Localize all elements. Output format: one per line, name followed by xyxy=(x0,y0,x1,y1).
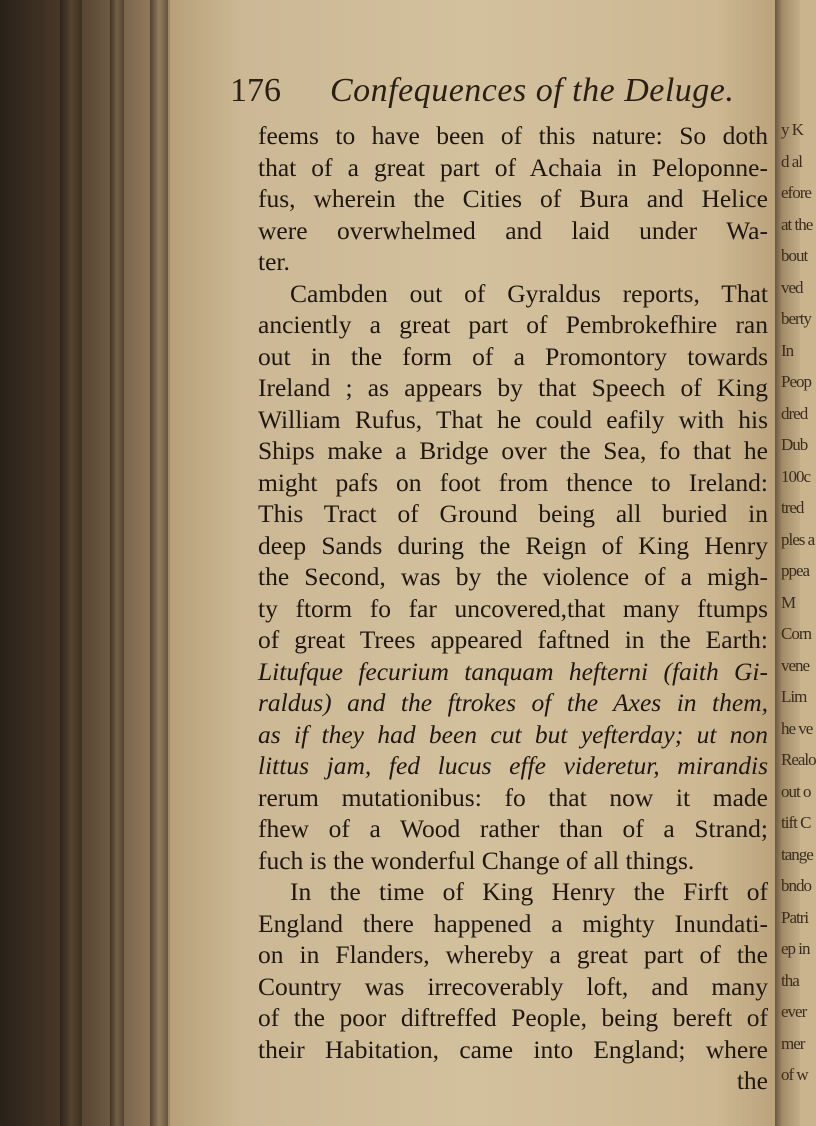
next-page-fragment: ples a xyxy=(781,529,815,549)
next-page-fragment: In xyxy=(781,340,794,360)
text-line: Cambden out of Gyraldus reports, That xyxy=(290,278,768,308)
next-page-fragment: ever xyxy=(781,1002,807,1021)
text-line: on in Flanders, whereby a great part of the xyxy=(258,940,768,969)
text-line: out in the form of a Promontory towards xyxy=(258,341,768,371)
next-page-fragment: tift C xyxy=(781,813,811,832)
text-line: of great Trees appeared faftned in the Earth: xyxy=(258,625,768,654)
text-line: Litufque fecurium tanquam hefterni (faith Gi- xyxy=(258,656,768,686)
text-line: In the time of King Henry the Firft of xyxy=(290,877,768,906)
text-line: of the poor diftreffed People, being bereft of xyxy=(258,1003,768,1032)
next-page-fragment: tred xyxy=(781,498,804,517)
next-page-fragment: bout xyxy=(781,246,808,265)
running-head: Confequences of the Deluge. xyxy=(330,72,735,109)
next-page-fragment: at the xyxy=(781,214,813,234)
next-page-fragment: ved xyxy=(781,277,803,297)
text-line: Ireland ; as appears by that Speech of King xyxy=(258,373,768,402)
text-line: ty ftorm fo far uncovered,that many ftumps xyxy=(258,593,768,623)
next-page-fragment: Patri xyxy=(781,907,809,927)
next-page-fragment: ep in xyxy=(781,939,810,958)
next-page-edge xyxy=(775,0,816,1126)
text-line: fus, wherein the Cities of Bura and Helice xyxy=(258,184,768,213)
next-page-fragment: out o xyxy=(781,781,811,801)
next-page-fragment: M xyxy=(781,592,796,612)
text-line: as if they had been cut but yefterday; ut non xyxy=(258,719,768,749)
next-page-fragment: vene xyxy=(781,655,810,675)
next-page-fragment: y K xyxy=(781,120,804,139)
text-line: This Tract of Ground being all buried in xyxy=(258,499,768,528)
text-line: Ships make a Bridge over the Sea, fo that he xyxy=(258,436,768,465)
next-page-fragment: bndo xyxy=(781,876,811,895)
next-page-fragment: berty xyxy=(781,309,811,328)
next-page-fragment: Peop xyxy=(781,372,811,391)
next-page-fragment: d al xyxy=(781,151,803,171)
text-line: that of a great part of Achaia in Peloponne- xyxy=(258,152,768,182)
next-page-fragment: he ve xyxy=(781,718,813,738)
page-header xyxy=(230,72,760,112)
text-line: feems to have been of this nature: So doth xyxy=(258,121,768,150)
text-line: raldus) and the ftrokes of the Axes in them, xyxy=(258,688,768,717)
text-line: rerum mutationibus: fo that now it made xyxy=(258,782,768,812)
text-line: Country was irrecoverably loft, and many xyxy=(258,971,768,1001)
text-line: fuch is the wonderful Change of all things. xyxy=(258,845,695,875)
text-line: ter. xyxy=(258,247,290,276)
text-line: their Habitation, came into England; where xyxy=(258,1034,768,1064)
text-line: littus jam, fed lucus effe videretur, mirandis xyxy=(258,751,768,780)
next-page-fragment: Lim xyxy=(781,687,807,706)
catchword: the xyxy=(736,1066,768,1095)
text-line: deep Sands during the Reign of King Henry xyxy=(258,530,768,560)
binding-shadow xyxy=(60,0,82,1126)
next-page-fragment: tange xyxy=(781,844,813,864)
next-page-fragment: mer xyxy=(781,1033,805,1053)
next-page-fragment: efore xyxy=(781,183,811,202)
text-line: were overwhelmed and laid under Wa- xyxy=(258,215,768,245)
body-text xyxy=(258,120,768,1097)
next-page-fragment: 100c xyxy=(781,466,811,486)
next-page-fragment: of w xyxy=(781,1065,808,1084)
next-page-fragment: Corn xyxy=(781,624,811,643)
page-number: 176 xyxy=(230,72,281,109)
text-line: fhew of a Wood rather than of a Strand; xyxy=(258,814,768,843)
next-page-fragment: dred xyxy=(781,403,808,423)
text-line: England there happened a mighty Inundati- xyxy=(258,908,768,938)
text-line: might pafs on foot from thence to Ireland: xyxy=(258,467,768,497)
binding-shadow xyxy=(110,0,124,1126)
binding-shadow xyxy=(150,0,168,1126)
next-page-fragment: tha xyxy=(781,970,799,990)
text-line: anciently a great part of Pembrokefhire ran xyxy=(258,310,768,339)
next-page-fragment: Realo xyxy=(781,750,816,769)
next-page-fragment: Dub xyxy=(781,435,808,454)
text-line: William Rufus, That he could eafily with his xyxy=(258,404,768,434)
next-page-fragment: ppea xyxy=(781,561,810,580)
text-line: the Second, was by the violence of a migh- xyxy=(258,562,768,591)
